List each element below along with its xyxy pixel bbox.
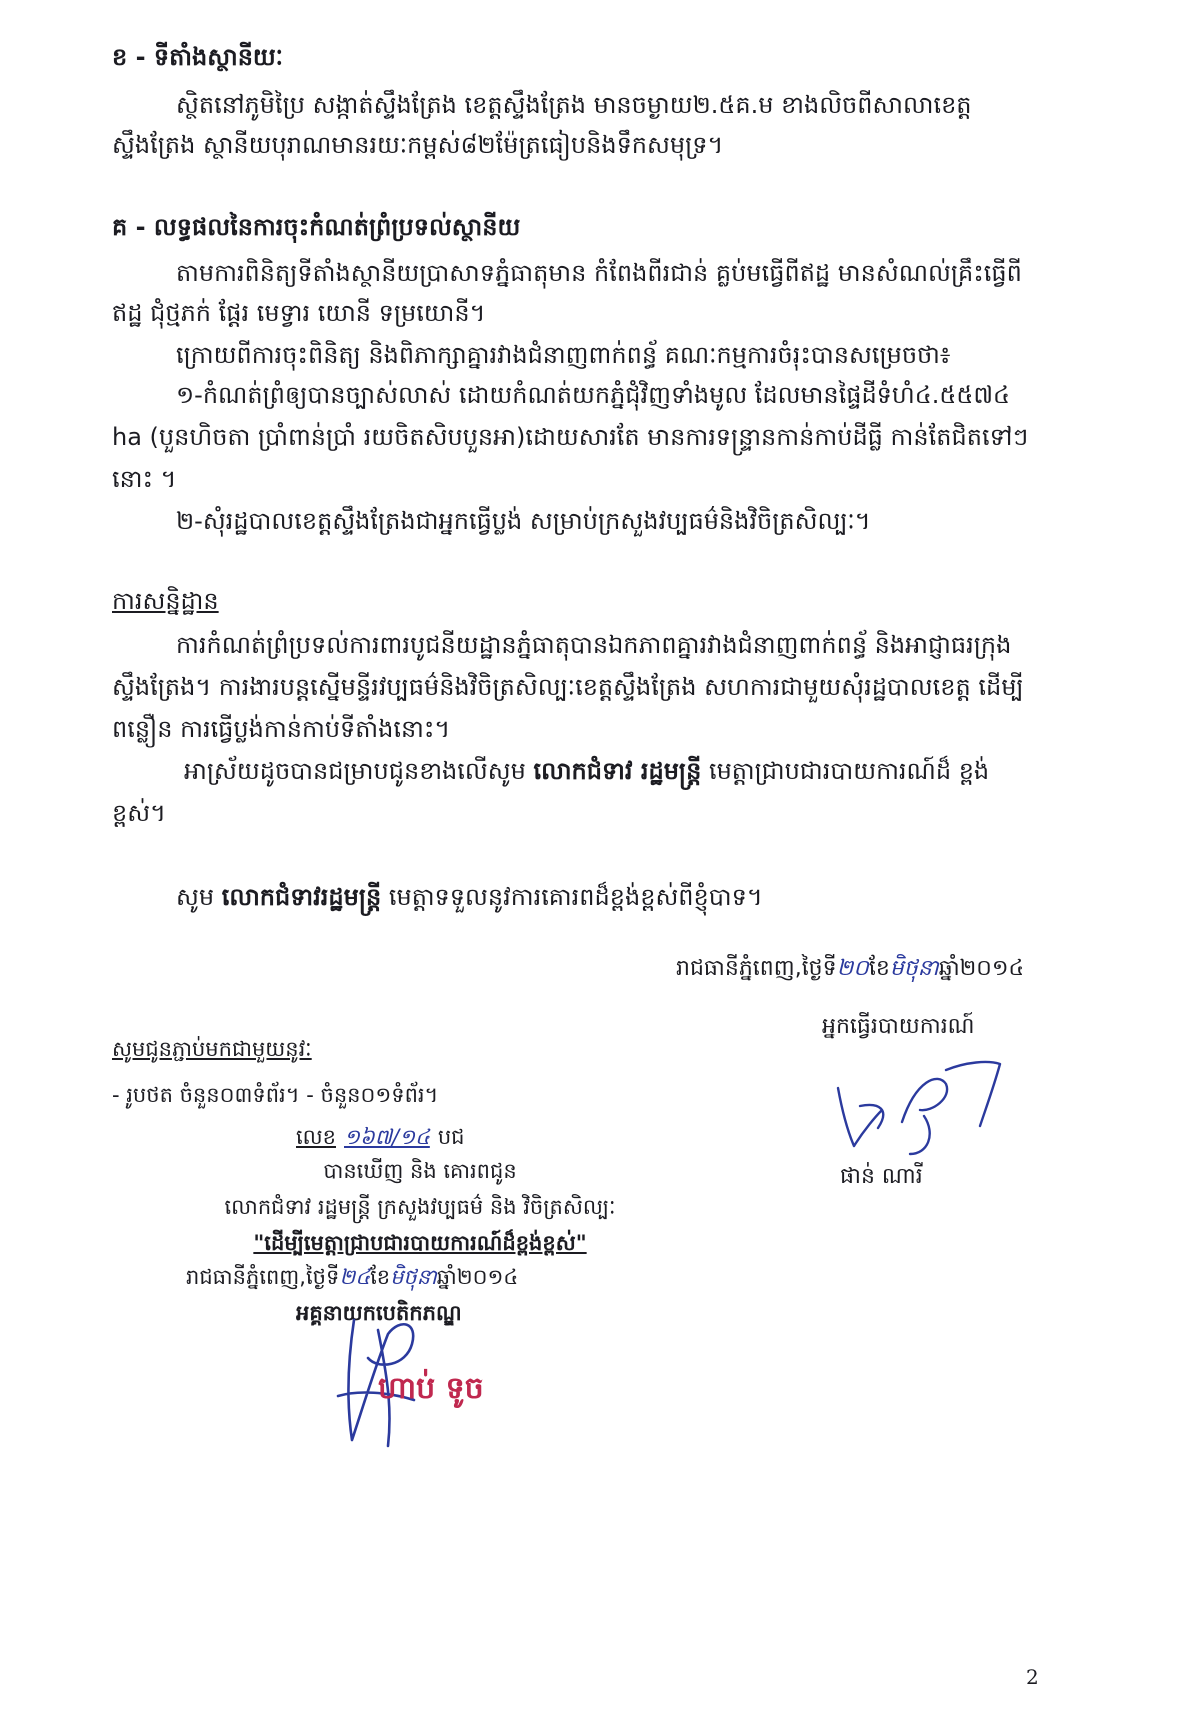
- endorsement-date-prefix: រាជធានីភ្នំពេញ,ថ្ងៃទី: [186, 1265, 340, 1289]
- conclusion-line-4-post: មេត្តាជ្រាបជារបាយការណ៍ដ៏ ខ្ពង់: [701, 757, 990, 785]
- endorsement-signer-title: អគ្គនាយកបេតិកភណ្ឌ: [296, 1301, 462, 1325]
- reporter-title: អ្នកធ្វើរបាយការណ៍: [822, 1014, 975, 1039]
- closing-post: មេត្តាទទួលនូវការគោរពដ៏ខ្ពង់ខ្ពស់ពីខ្ញុំបាទ។: [381, 883, 763, 911]
- section-ko-p2: ក្រោយពីការចុះពិនិត្យ និងពិភាក្សាគ្នារវាងជំនាញពាក់ពន្ធ័ គណៈកម្មការចំរុះបានសម្រេចថា៖: [176, 341, 951, 369]
- endorsement-date-month-label: ខែ: [370, 1265, 391, 1289]
- report-date-year: ឆ្នាំ២០១៤: [938, 956, 1025, 981]
- section-ko-p3-line-3: នោះ ។: [112, 465, 177, 493]
- conclusion-line-1: ការកំណត់ព្រំប្រទល់ការពារបូជនីយដ្ឋានភ្នំធាតុបានឯកភាពគ្នារវាងជំនាញពាក់ពន្ធ័ និងអាជ្ញាធរក្រុង: [176, 631, 1012, 659]
- endorsement-date-year: ឆ្នាំ២០១៤: [436, 1265, 519, 1289]
- attachments-heading: សូមជូនភ្ជាប់មកជាមួយនូវៈ: [112, 1037, 312, 1061]
- report-date-month: មិថុនា: [889, 956, 939, 981]
- section-kha-heading: ខ - ទីតាំងស្ថានីយៈ: [112, 43, 284, 71]
- section-kha-line-2: ស្ទឹងត្រែង ស្ថានីយបុរាណមានរយៈកម្ពស់៨២ម៉ែត្រធៀបនិងទឹកសមុទ្រ។: [112, 131, 724, 159]
- conclusion-heading: ការសន្និដ្ឋាន: [112, 587, 219, 615]
- section-ko-p1-line-2: ឥដ្ឋ ជុំថ្មភក់ ផ្តែរ មេទ្វារ យោនី ទម្រយោនី។: [112, 299, 486, 327]
- endorsement-date-day: ២៤: [339, 1265, 371, 1289]
- attachments-line: - រូបថត ចំនួន០៣ទំព័រ។ - ចំនួន០១ទំព័រ។: [112, 1083, 439, 1107]
- page-number: 2: [1026, 1665, 1039, 1689]
- section-kha-line-1: ស្ថិតនៅភូមិប្រៃ សង្កាត់ស្ទឹងត្រែង ខេត្តស្ទឹងត្រែង មានចម្ងាយ២.៥គ.ម ខាងលិចពីសាលាខេត្ត: [176, 91, 972, 119]
- endorsement-ref-suffix: បជ: [437, 1125, 465, 1149]
- section-ko-p3-line-2: ha (បួនហិចតា ប្រាំពាន់ប្រាំ រយចិតសិបបួនអា)ដោយសារតែ មានការទន្រ្ទានកាន់កាប់ដីធ្លី កាន់តែជិតទៅៗ: [112, 423, 1029, 451]
- reporter-name: ផាន់ ណារី: [840, 1164, 923, 1189]
- report-date-prefix: រាជធានីភ្នំពេញ,ថ្ងៃទី: [676, 956, 837, 981]
- conclusion-line-3: ពន្លឿន ការធ្វើប្លង់កាន់កាប់ទីតាំងនោះ។: [112, 715, 451, 743]
- section-ko-heading: គ - លទ្ធផលនៃការចុះកំណត់ព្រំប្រទល់ស្ថានីយ: [112, 213, 521, 241]
- report-date: [676, 952, 1024, 986]
- closing-line: [176, 880, 763, 914]
- closing-pre: សូម: [176, 883, 222, 911]
- endorsement-seen: បានឃើញ និង គោរពជូន: [323, 1159, 517, 1183]
- conclusion-line-4-addressee: លោកជំទាវ រដ្ឋមន្ត្រី: [533, 757, 702, 785]
- closing-addressee: លោកជំទាវរដ្ឋមន្ត្រី: [221, 883, 382, 911]
- endorsement-purpose: "ដើម្បីមេត្តាជ្រាបជារបាយការណ៍ដ៏ខ្ពង់ខ្ពស់": [253, 1231, 587, 1255]
- conclusion-line-4-pre: អាស្រ័យដូចបានជម្រាបជូនខាងលើសូម: [184, 757, 534, 785]
- endorsement-ref: [296, 1122, 465, 1152]
- endorsement-stamp-name: ហាប់ ទូច: [378, 1371, 484, 1406]
- section-ko-p4: ២-សុំរដ្ឋបាលខេត្តស្ទឹងត្រែងជាអ្នកធ្វើប្លង់ សម្រាប់ក្រសួងវប្បធម៌និងវិចិត្រសិល្បៈ។: [176, 507, 871, 535]
- report-date-day: ២០: [836, 956, 869, 981]
- conclusion-line-2: ស្ទឹងត្រែង។ ការងារបន្តស្នើមន្ទីរវប្បធម៌និងវិចិត្រសិល្បៈខេត្តស្ទឹងត្រែង សហការជាមួយសុំរដ្ឋបាលខេត្ត ដើម្បី: [112, 673, 1024, 701]
- endorsement-ref-number: ១៦៧/១៤: [344, 1125, 430, 1149]
- endorsement-addressee: លោកជំទាវ រដ្ឋមន្ត្រី ក្រសួងវប្បធម៌ និង វិចិត្រសិល្បៈ: [224, 1195, 616, 1219]
- conclusion-line-4: [184, 754, 989, 788]
- endorsement-ref-label: លេខ: [296, 1125, 336, 1149]
- endorsement-date-month: មិថុនា: [390, 1265, 437, 1289]
- endorsement-date: [186, 1262, 518, 1292]
- section-ko-p3-line-1: ១-កំណត់ព្រំឲ្យបានច្បាស់លាស់ ដោយកំណត់យកភ្នំជុំវិញទាំងមូល ដែលមានផ្ទៃដីទំហំ៤.៥៥៧៤: [176, 381, 1011, 409]
- reporter-signature: [820, 1050, 1050, 1160]
- section-ko-p1-line-1: តាមការពិនិត្យទីតាំងស្ថានីយប្រាសាទភ្នំធាតុមាន កំពែងពីរជាន់ គ្លប់មធ្វើពីឥដ្ឋ មានសំណល់គ្រឹះធ្វើពី: [176, 259, 1022, 287]
- conclusion-line-5: ខ្ពស់។: [112, 799, 166, 827]
- report-date-month-label: ខែ: [868, 956, 890, 981]
